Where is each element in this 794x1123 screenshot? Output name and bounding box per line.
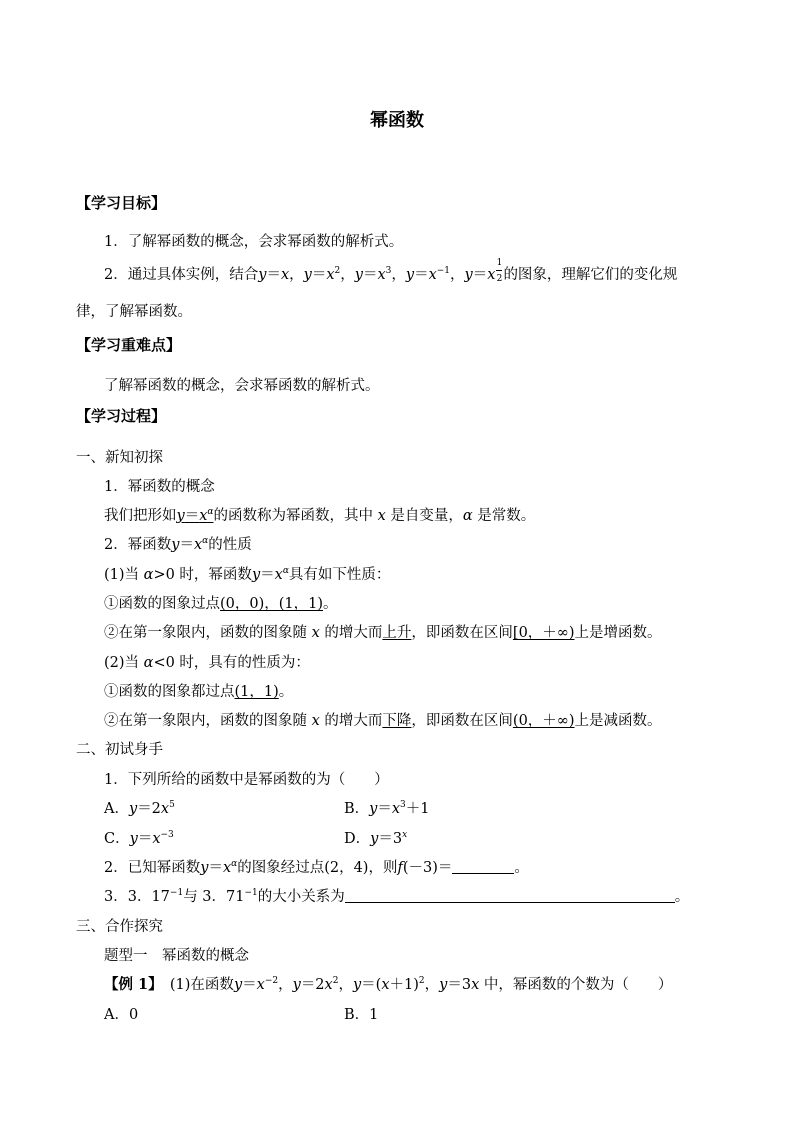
question-1-option-d: D．$y=3^x$ (344, 830, 408, 847)
question-1-option-a: A．$y=2x^5$ (104, 800, 175, 817)
section-heading-goals: 【学习目标】 (76, 194, 167, 212)
case-alpha-negative: (2)当 α<0 时，具有的性质为： (104, 655, 310, 671)
example-1-option-a: A．0 (104, 1007, 139, 1023)
goal-1: 1．了解幂函数的概念，会求幂函数的解析式。 (104, 234, 404, 250)
section-heading-process: 【学习过程】 (76, 407, 167, 425)
negative-property-2: ②在第一象限内，函数的图象随 x 的增大而下降，即函数在区间(0，＋∞)上是减函数。 (104, 713, 662, 729)
question-1-option-c: C．$y=x^{-3}$ (104, 830, 174, 847)
concept-title: 1．幂函数的概念 (104, 479, 215, 495)
properties-title: 2．幂函数$y=x^\alpha$的性质 (104, 536, 252, 553)
example-1: 【例 1】 (1)在函数$y=x^{-2}$，$y=2x^2$，$y=(x+1)^2$，y＝3x 中，幂函数的个数为（ ） (104, 976, 673, 993)
case-alpha-positive: (1)当 α>0 时，幂函数$y=x^\alpha$具有如下性质： (104, 566, 391, 583)
page-title: 幂函数 (370, 110, 424, 131)
goal-2-continued: 律，了解幂函数。 (76, 304, 192, 320)
concept-definition: 我们把形如$y=x^\alpha$的函数称为幂函数，其中 x 是自变量，α 是常数。 (104, 507, 536, 524)
positive-property-2: ②在第一象限内，函数的图象随 x 的增大而上升，即函数在区间[0，＋∞)上是增函数。 (104, 625, 662, 641)
answer-blank[interactable] (452, 859, 514, 874)
positive-property-1: ①函数的图象过点(0，0)，(1，1)。 (104, 596, 338, 612)
fraction-one-half: $\frac{1}{2}$ (496, 258, 503, 284)
part2-heading: 二、初试身手 (76, 742, 163, 758)
part1-heading: 一、新知初探 (76, 450, 163, 466)
type-1-heading: 题型一 幂函数的概念 (104, 948, 249, 964)
question-1: 1．下列所给的函数中是幂函数的为（ ） (104, 772, 389, 788)
question-2: 2．已知幂函数$y=x^\alpha$的图象经过点(2，4)，则f(－3)＝ 。 (104, 859, 529, 876)
question-1-option-b: B．$y=x^3+1$ (344, 800, 430, 817)
negative-property-1: ①函数的图象都过点(1，1)。 (104, 684, 294, 700)
section-heading-key-points: 【学习重难点】 (76, 336, 182, 354)
key-points-text: 了解幂函数的概念，会求幂函数的解析式。 (104, 378, 380, 394)
goal-2: 2．通过具体实例，结合y＝x，$y=x^2$，$y=x^3$，$y=x^{-1}$，y＝x $\frac{1}{2}$ 的图象，理解它们的变化规 (104, 258, 678, 284)
part3-heading: 三、合作探究 (76, 919, 163, 935)
example-1-option-b: B．1 (344, 1007, 379, 1023)
question-3: 3．3．$17^{-1}$与 3．$71^{-1}$的大小关系为 。 (104, 888, 690, 905)
answer-blank[interactable] (345, 888, 675, 903)
